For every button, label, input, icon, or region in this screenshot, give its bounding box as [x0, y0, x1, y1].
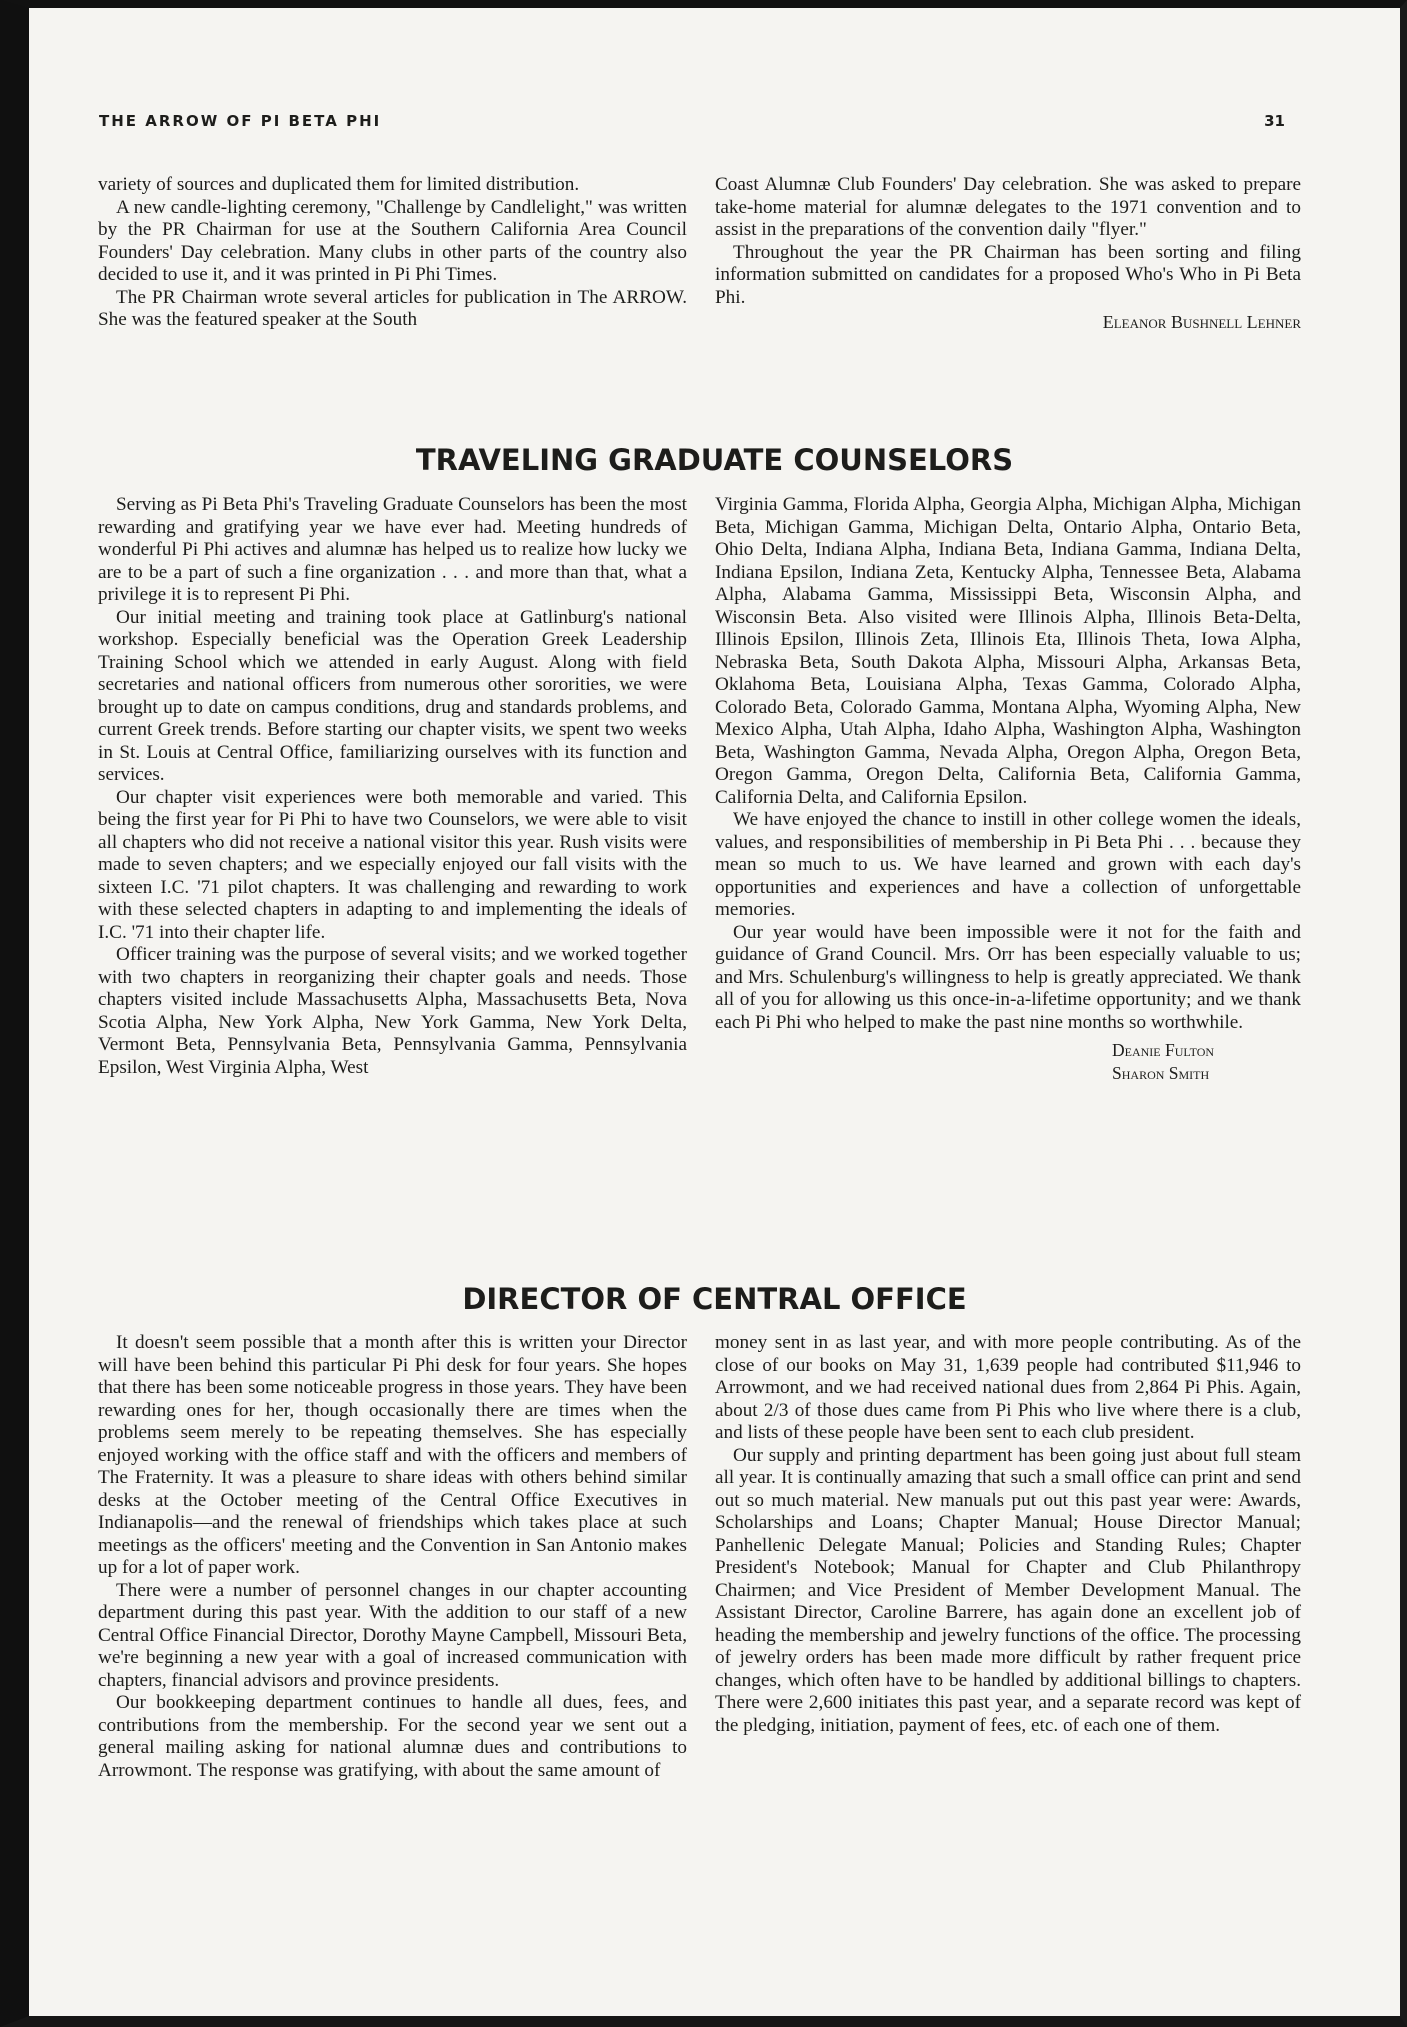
tgc-paragraph: Virginia Gamma, Florida Alpha, Georgia Alpha, Michigan Alpha, Michigan Beta, Michigan Gamma, Michigan Delta, Ontario Alpha, Ontario Beta, Ohio Delta, Indiana Alpha, Indiana Beta, Indiana Gamma, Indiana Delta, Indiana Epsilon, Indiana Zeta, Kentucky Alpha, Tennessee Beta, Alabama Alpha, Alabama Gamma, Mississippi Beta, Wisconsin Alpha, and Wisconsin Beta. Also visited were Illinois Alpha, Illinois Beta-Delta, Illinois Epsilon, Illinois Zeta, Illinois Eta, Illinois Theta, Iowa Alpha, Nebraska Beta, South Dakota Alpha, Missouri Alpha, Arkansas Beta, Oklahoma Beta, Louisiana Alpha, Texas Gamma, Colorado Alpha, Colorado Beta, Colorado Gamma, Montana Alpha, Wyoming Alpha, New Mexico Alpha, Utah Alpha, Idaho Alpha, Washington Alpha, Washington Beta, Washington Gamma, Nevada Alpha, Oregon Alpha, Oregon Beta, Oregon Gamma, Oregon Delta, California Beta, California Gamma, California Delta, and California Epsilon. — [715, 494, 1301, 808]
pr-paragraph: variety of sources and duplicated them for limited distribution. — [98, 174, 580, 195]
dco-paragraph: It doesn't seem possible that a month after this is written your Director will have been behind this particular Pi Phi desk for four years. She hopes that there has been some noticeable progress in those years. They have been rewarding ones for her, though occasionally there are times when the problems seem merely to be repeating themselves. She has especially enjoyed working with the office staff and with the officers and members of The Fraternity. It was a pleasure to share ideas with others behind similar desks at the October meeting of the Central Office Executives in Indianapolis—and the renewal of friendships which takes place at such meetings as the officers' meeting and the Convention in San Antonio makes up for a lot of paper work. — [98, 1332, 687, 1578]
dco-paragraph: money sent in as last year, and with more people contributing. As of the close of our books on May 31, 1,639 people had contributed $11,946 to Arrowmont, and we had received national dues from 2,864 Pi Phis. Again, about 2/3 of those dues came from Pi Phis who live where there is a club, and lists of these people have been sent to each club president. — [715, 1332, 1301, 1443]
running-head: THE ARROW OF PI BETA PHI — [99, 112, 382, 130]
tgc-paragraph: Officer training was the purpose of several visits; and we worked together with two chapters in reorganizing their chapter goals and needs. Those chapters visited include Massachusetts Alpha, Massachusetts Beta, Nova Scotia Alpha, New York Alpha, New York Gamma, New York Delta, Vermont Beta, Pennsylvania Beta, Pennsylvania Gamma, Pennsylvania Epsilon, West Virginia Alpha, West — [98, 944, 687, 1078]
pr-left-column — [98, 174, 687, 332]
dco-paragraph: Our bookkeeping department continues to handle all dues, fees, and contributions from the membership. For the second year we sent out a general mailing asking for national alumnæ dues and contributions to Arrowmont. The response was gratifying, with about the same amount of — [98, 1692, 687, 1781]
tgc-paragraph: Our chapter visit experiences were both memorable and varied. This being the first year for Pi Phi to have two Counselors, we were able to visit all chapters who did not receive a national visitor this year. Rush visits were made to seven chapters; and we especially enjoyed our fall visits with the sixteen I.C. '71 pilot chapters. It was challenging and rewarding to work with these selected chapters in adapting to and implementing the ideals of I.C. '71 into their chapter life. — [98, 786, 687, 943]
tgc-paragraph: Serving as Pi Beta Phi's Traveling Graduate Counselors has been the most rewarding and gratifying year we have ever had. Meeting hundreds of wonderful Pi Phi actives and alumnæ has helped us to realize how lucky we are to be a part of such a fine organization . . . and more than that, what a privilege it is to represent Pi Phi. — [98, 494, 687, 605]
tgc-section-title: TRAVELING GRADUATE COUNSELORS — [415, 443, 1014, 477]
dco-paragraph: There were a number of personnel changes in our chapter accounting department during this past year. With the addition to our staff of a new Central Office Financial Director, Dorothy Mayne Campbell, Missouri Beta, we're beginning a new year with a goal of increased communication with chapters, financial advisors and province presidents. — [98, 1579, 687, 1691]
pr-paragraph: A new candle-lighting ceremony, "Challenge by Candlelight," was written by the PR Chairman for use at the Southern California Area Council Founders' Day celebration. Many clubs in other parts of the country also decided to use it, and it was printed in Pi Phi Times. — [98, 196, 687, 285]
dco-right-column — [715, 1332, 1301, 1737]
tgc-signature: Deanie Fulton — [1112, 1040, 1215, 1060]
tgc-left-column — [98, 494, 687, 1079]
tgc-paragraph: Our initial meeting and training took place at Gatlinburg's national workshop. Especially beneficial was the Operation Greek Leadership Training School which we attended in early August. Along with field secretaries and national officers from numerous other sororities, we were brought up to date on campus conditions, drug and standards problems, and current Greek trends. Before starting our chapter visits, we spent two weeks in St. Louis at Central Office, familiarizing ourselves with its function and services. — [98, 606, 687, 785]
tgc-paragraph: Our year would have been impossible were it not for the faith and guidance of Grand Council. Mrs. Orr has been especially valuable to us; and Mrs. Schulenburg's willingness to help is greatly appreciated. We thank all of you for allowing us this once-in-a-lifetime opportunity; and we thank each Pi Phi who helped to make the past nine months so worthwhile. — [715, 921, 1301, 1033]
tgc-right-column — [715, 494, 1301, 1085]
page-number: 31 — [1264, 112, 1285, 130]
pr-paragraph: Coast Alumnæ Club Founders' Day celebration. She was asked to prepare take-home material for alumnæ delegates to the 1971 convention and to assist in the preparations of the convention daily "flyer." — [715, 174, 1301, 240]
tgc-signatures — [1112, 1039, 1301, 1085]
dco-paragraph: Our supply and printing department has been going just about full steam all year. It is continually amazing that such a small office can print and send out so much material. New manuals put out this past year were: Awards, Scholarships and Loans; Chapter Manual; House Director Manual; Panhellenic Delegate Manual; Policies and Standing Rules; Chapter President's Notebook; Manual for Chapter and Club Philanthropy Chairmen; and Vice President of Member Development Manual. The Assistant Director, Caroline Barrere, has again done an excellent job of heading the membership and jewelry functions of the office. The processing of jewelry orders has been made more difficult by rather frequent price changes, which often have to be handled by additional billings to chapters. There were 2,600 initiates this past year, and a separate record was kept of the pledging, initiation, payment of fees, etc. of each one of them. — [715, 1444, 1301, 1736]
pr-signature: Eleanor Bushnell Lehner — [1102, 312, 1301, 332]
pr-paragraph: Throughout the year the PR Chairman has been sorting and filing information submitted on candidates for a proposed Who's Who in Pi Beta Phi. — [715, 241, 1301, 308]
pr-right-column — [715, 174, 1301, 334]
tgc-paragraph: We have enjoyed the chance to instill in other college women the ideals, values, and responsibilities of membership in Pi Beta Phi . . . because they mean so much to us. We have learned and grown with each day's opportunities and experiences and have a collection of unforgettable memories. — [715, 809, 1301, 920]
dco-section-title: DIRECTOR OF CENTRAL OFFICE — [462, 1282, 967, 1316]
pr-paragraph: The PR Chairman wrote several articles for publication in The ARROW. She was the featured speaker at the South — [98, 286, 687, 330]
magazine-page — [29, 8, 1400, 2016]
dco-left-column — [98, 1332, 687, 1782]
tgc-signature: Sharon Smith — [1112, 1063, 1210, 1083]
